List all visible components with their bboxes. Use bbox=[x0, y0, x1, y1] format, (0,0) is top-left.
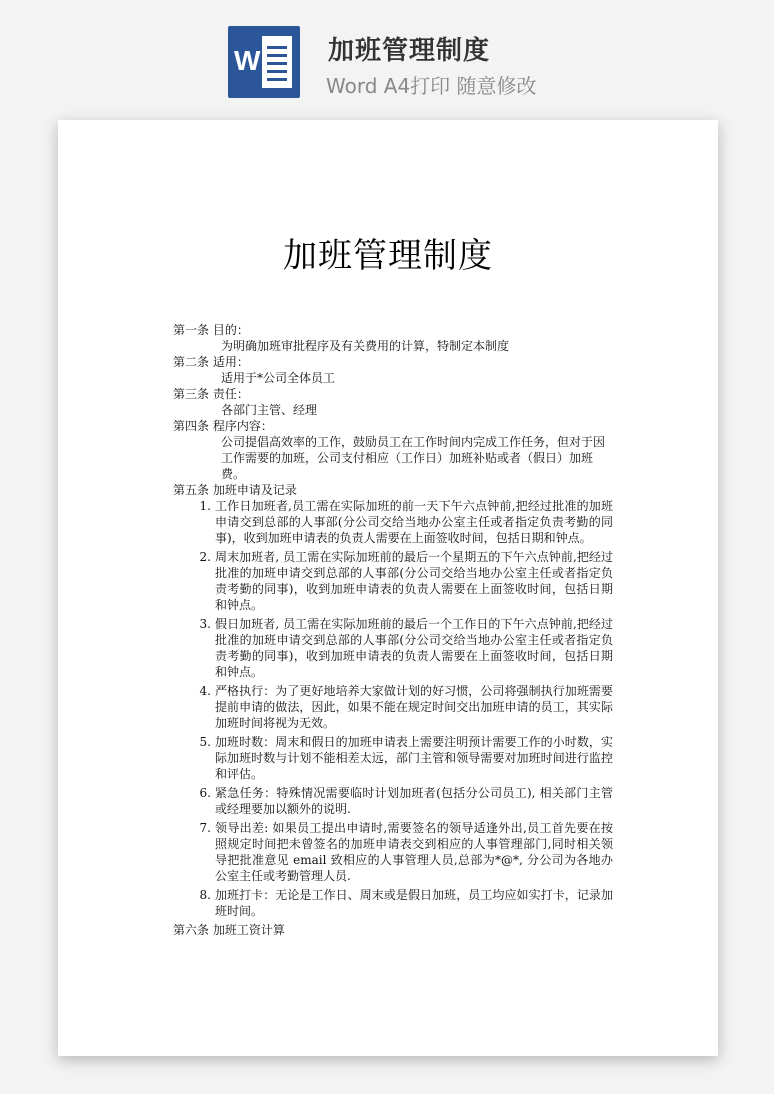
list-number: 7. bbox=[199, 821, 211, 835]
article-heading: 第一条 目的： bbox=[173, 323, 249, 337]
list-number: 5. bbox=[199, 735, 211, 749]
article-body: 各部门主管、经理 bbox=[221, 403, 318, 417]
header-banner bbox=[0, 0, 774, 110]
list-text: 领导出差: 如果员工提出申请时,需要签名的领导适逢外出,员工首先要在按照规定时间把未曾签名的加班申请表交到相应的人事管理部门,同时相关领导把批准意见 email 致相应的人事管理人员,总部为*@*, 分公司为各地办公室主任或考勤管理人员. bbox=[215, 821, 613, 883]
article-heading: 第四条 程序内容： bbox=[173, 419, 273, 433]
list-text: 加班时数：周末和假日的加班申请表上需要注明预计需要工作的小时数，实际加班时数与计划不能相差太远，部门主管和领导需要对加班时间进行监控和评估。 bbox=[215, 735, 613, 781]
header-subtitle: Word A4打印 随意修改 bbox=[326, 74, 537, 98]
list-text: 加班打卡：无论是工作日、周末或是假日加班，员工均应如实打卡，记录加班时间。 bbox=[215, 888, 613, 918]
header-title: 加班管理制度 bbox=[328, 36, 491, 66]
list-item bbox=[173, 549, 613, 613]
article-body: 为明确加班审批程序及有关费用的计算，特制定本制度 bbox=[221, 339, 510, 353]
article-body: 公司提倡高效率的工作，鼓励员工在工作时间内完成工作任务，但对于因工作需要的加班，公司支付相应（工作日）加班补贴或者（假日）加班费。 bbox=[221, 435, 606, 481]
list-item bbox=[173, 616, 613, 680]
article-body: 适用于*公司全体员工 bbox=[221, 371, 336, 385]
list-text: 严格执行：为了更好地培养大家做计划的好习惯，公司将强制执行加班需要提前申请的做法，因此，如果不能在规定时间交出加班申请的员工，其实际加班时间将视为无效。 bbox=[215, 684, 613, 730]
list-text: 周末加班者, 员工需在实际加班前的最后一个星期五的下午六点钟前,把经过批准的加班申请交到总部的人事部(分公司交给当地办公室主任或者指定负责考勤的同事)，收到加班申请表的负责人需要在上面签收时间，包括日期和钟点。 bbox=[215, 550, 613, 612]
list-item bbox=[173, 887, 613, 919]
list-item bbox=[173, 785, 613, 817]
article-heading: 第六条 加班工资计算 bbox=[173, 923, 285, 937]
list-number: 3. bbox=[199, 617, 211, 631]
article-6 bbox=[173, 922, 613, 938]
list-number: 6. bbox=[199, 786, 211, 800]
document-lines-icon bbox=[262, 36, 292, 88]
document-title: 加班管理制度 bbox=[283, 236, 493, 276]
word-icon-letter: W bbox=[234, 45, 261, 76]
list-item bbox=[173, 734, 613, 782]
list-number: 4. bbox=[199, 684, 211, 698]
list-number: 1. bbox=[199, 499, 211, 513]
list-item bbox=[173, 498, 613, 546]
list-item bbox=[173, 820, 613, 884]
article-heading: 第二条 适用： bbox=[173, 355, 249, 369]
list-text: 假日加班者, 员工需在实际加班前的最后一个工作日的下午六点钟前,把经过批准的加班申请交到总部的人事部(分公司交给当地办公室主任或者指定负责考勤的同事)，收到加班申请表的负责人需要在上面签收时间，包括日期和钟点。 bbox=[215, 617, 613, 679]
word-document-icon bbox=[228, 26, 300, 98]
list-number: 2. bbox=[199, 550, 211, 564]
article-1 bbox=[173, 322, 613, 354]
list-number: 8. bbox=[199, 888, 211, 902]
article-3 bbox=[173, 386, 613, 418]
list-text: 工作日加班者,员工需在实际加班的前一天下午六点钟前,把经过批准的加班申请交到总部的人事部(分公司交给当地办公室主任或者指定负责考勤的同事)，收到加班申请表的负责人需要在上面签收时间，包括日期和钟点。 bbox=[215, 499, 613, 545]
article-heading: 第三条 责任： bbox=[173, 387, 249, 401]
article-4 bbox=[173, 418, 613, 482]
list-text: 紧急任务：特殊情况需要临时计划加班者(包括分公司员工), 相关部门主管或经理要加以额外的说明. bbox=[215, 786, 613, 816]
document-body bbox=[173, 322, 613, 938]
article-2 bbox=[173, 354, 613, 386]
article-5 bbox=[173, 482, 613, 919]
article-heading: 第五条 加班申请及记录 bbox=[173, 483, 297, 497]
numbered-list bbox=[173, 498, 613, 919]
document-page bbox=[58, 120, 718, 1056]
list-item bbox=[173, 683, 613, 731]
